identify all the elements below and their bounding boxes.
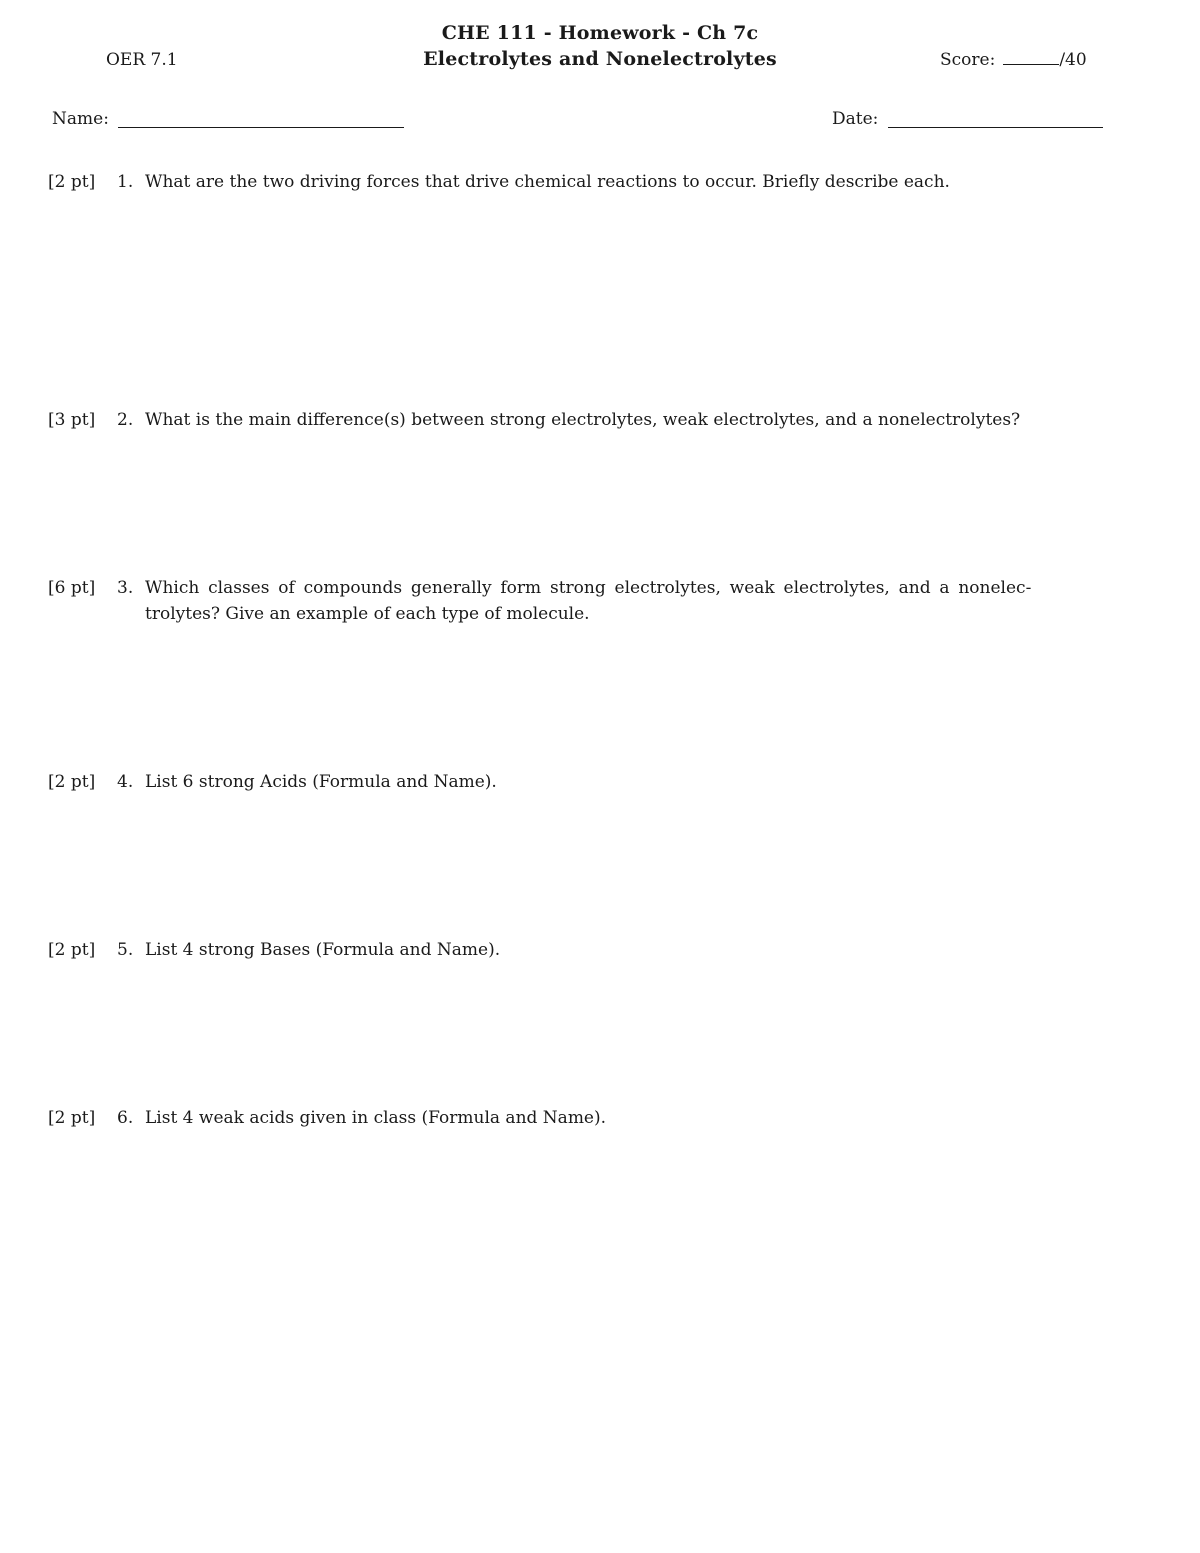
course-title: CHE 111 - Homework - Ch 7c — [441, 22, 759, 44]
score-field — [940, 50, 1087, 70]
date-blank[interactable] — [888, 127, 1103, 128]
question-number: 1. — [117, 172, 134, 192]
question-points: [2 pt] — [48, 772, 96, 792]
score-total: /40 — [1059, 50, 1087, 70]
name-label: Name: — [52, 109, 109, 129]
question-text: What is the main difference(s) between strong electrolytes, weak electrolytes, and a nonelectrolytes? — [145, 410, 1021, 430]
question-number: 4. — [117, 772, 134, 792]
question-points: [6 pt] — [48, 578, 96, 598]
score-label: Score: — [940, 50, 996, 70]
question-text: List 4 weak acids given in class (Formula and Name). — [145, 1108, 607, 1128]
topic-title: Electrolytes and Nonelectrolytes — [423, 48, 777, 70]
question-points: [2 pt] — [48, 940, 96, 960]
name-blank[interactable] — [118, 127, 404, 128]
question-text-line-2: trolytes? Give an example of each type of molecule. — [145, 604, 590, 624]
question-number: 6. — [117, 1108, 134, 1128]
question-number: 5. — [117, 940, 134, 960]
question-points: [2 pt] — [48, 172, 96, 192]
date-label: Date: — [832, 109, 879, 129]
question-text: List 6 strong Acids (Formula and Name). — [145, 772, 497, 792]
question-points: [3 pt] — [48, 410, 96, 430]
oer-label: OER 7.1 — [106, 50, 178, 70]
question-points: [2 pt] — [48, 1108, 96, 1128]
question-number: 3. — [117, 578, 134, 598]
question-text: What are the two driving forces that drive chemical reactions to occur. Briefly describe each. — [145, 172, 950, 192]
score-blank[interactable] — [1003, 50, 1059, 65]
question-text-line-1: Which classes of compounds generally form strong electrolytes, weak electrolytes, and a nonelec- — [145, 578, 1032, 598]
question-number: 2. — [117, 410, 134, 430]
question-text: List 4 strong Bases (Formula and Name). — [145, 940, 501, 960]
